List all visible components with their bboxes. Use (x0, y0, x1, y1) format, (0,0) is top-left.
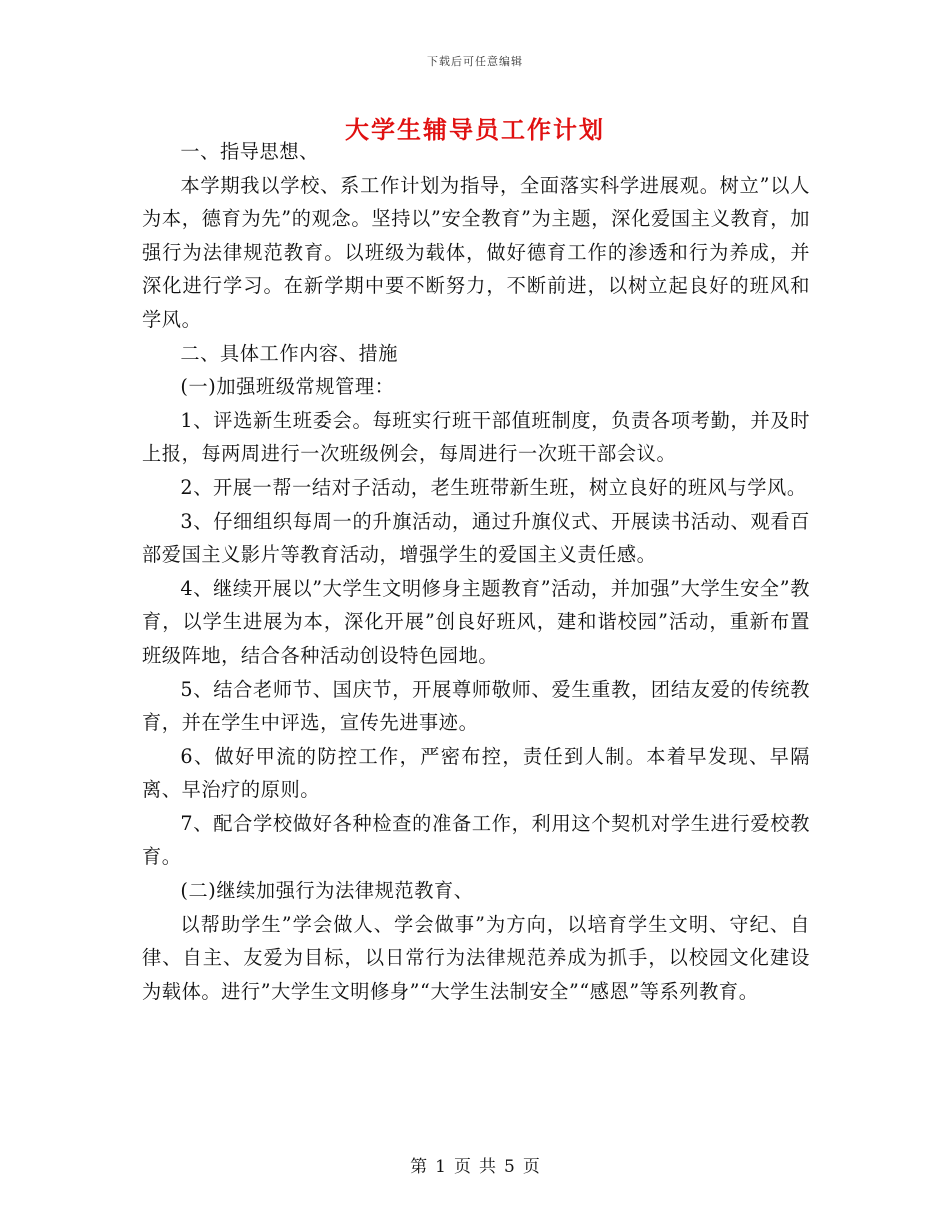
footer-label-prefix: 第 (410, 1157, 428, 1177)
subheading-behavior-education: (二)继续加强行为法律规范教育、 (180, 879, 474, 903)
document-body (142, 135, 810, 1008)
footer-label-total: 共 (479, 1157, 496, 1177)
list-item-4: 4、继续开展以”大学生文明修身主题教育”活动，并加强”大学生安全”教育，以学生进展为本，深化开展”创良好班风，建和谐校园”活动，重新布置班级阵地，结合各种活动创设特色园地。 (142, 576, 810, 667)
list-item-6: 6、做好甲流的防控工作，严密布控，责任到人制。本着早发现、早隔离、早治疗的原则。 (142, 744, 810, 802)
footer-label-page: 页 (454, 1157, 471, 1177)
list-item-3: 3、仔细组织每周一的升旗活动，通过升旗仪式、开展读书活动、观看百部爱国主义影片等教育活动，增强学生的爱国主义责任感。 (142, 509, 810, 567)
list-item-1: 1、评选新生班委会。每班实行班干部值班制度，负责各项考勤，并及时上报，每两周进行一次班级例会，每周进行一次班干部会议。 (142, 408, 810, 466)
heading-guiding-ideology: 一、指导思想、 (180, 140, 319, 163)
footer-label-suffix: 页 (522, 1157, 540, 1177)
subheading-class-management: (一)加强班级常规管理： (180, 375, 395, 399)
header-note: 下载后可任意编辑 (427, 55, 523, 68)
paragraph-guiding-ideology: 本学期我以学校、系工作计划为指导，全面落实科学进展观。树立”以人为本，德育为先”的观念。坚持以”安全教育”为主题，深化爱国主义教育，加强行为法律规范教育。以班级为载体，做好德育工作的渗透和行为养成，并深化进行学习。在新学期中要不断努力，不断前进，以树立起良好的班风和学风。 (142, 173, 810, 331)
footer-current-page: 1 (435, 1157, 446, 1177)
heading-specific-work: 二、具体工作内容、措施 (180, 341, 399, 365)
paragraph-behavior-education: 以帮助学生”学会做人、学会做事”为方向，以培育学生文明、守纪、自律、自主、友爱为目标，以日常行为法律规范养成为抓手，以校园文化建设为载体。进行”大学生文明修身”“大学生法制安全”“感恩”等系列教育。 (142, 912, 810, 1003)
document-title: 大学生辅导员工作计划 (345, 116, 605, 144)
list-item-7: 7、配合学校做好各种检查的准备工作，利用这个契机对学生进行爱校教育。 (142, 811, 810, 869)
list-item-2: 2、开展一帮一结对子活动，老生班带新生班，树立良好的班风与学风。 (180, 475, 807, 499)
footer-total-pages: 5 (504, 1157, 515, 1177)
page-number-footer (0, 1152, 950, 1177)
list-item-5: 5、结合老师节、国庆节，开展尊师敬师、爱生重教，团结友爱的传统教育，并在学生中评选，宣传先进事迹。 (142, 677, 810, 735)
